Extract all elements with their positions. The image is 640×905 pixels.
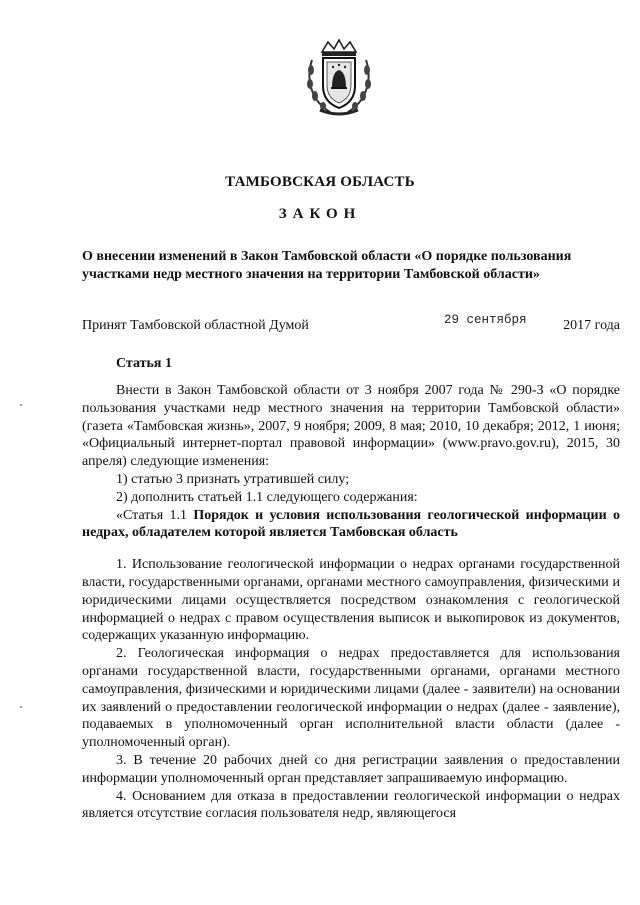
clause-paragraph: 1. Использование геологической информации о недрах органами государственной власти, государственными органами, органами местного самоуправления, физическими и юридическими лицами осуществляется посредством ознакомления с геологической информацией о недрах с правом осуществления выписок и выкопировок из документов, содержащих указанную информацию. [82,557,620,644]
clause-paragraph: 4. Основанием для отказа в предоставлении геологической информации о недрах является отсутствие согласия пользователя недр, являющегося [82,788,620,822]
list-item: 1) статью 3 признать утратившей силу; [116,471,350,487]
clause-paragraph: 2. Геологическая информация о недрах предоставляется для использования органами государственной власти, государственными органами, органами местного самоуправления, физическими и юридическими лицами (далее - заявители) на основании их заявлений о предоставлении геологической информации о недрах (далее - заявление), подаваемых в уполномоченный орган исполнительной власти области (далее - уполномоченный орган). [82,646,620,751]
article-heading: Статья 1 [116,356,172,371]
adoption-date: 29 сентября [444,313,527,327]
new-article-heading [82,507,620,543]
intro-paragraph: Внести в Закон Тамбовской области от 3 ноября 2007 года № 290-З «О порядке пользования участками недр местного значения на территории Тамбовской области» (газета «Тамбовская жизнь», 2007, 9 ноября; 2009, 8 мая; 2010, 10 декабря; 2012, 1 июня; «Официальный интернет-портал правовой информации» (www.pravo.gov.ru), 2015, 30 апреля) следующие изменения: [82,383,620,470]
article-body [82,382,620,823]
law-subject: О внесении изменений в Закон Тамбовской области «О порядке пользования участками недр местного значения на территории Тамбовской области» [82,249,572,282]
adoption-label: Принят Тамбовской областной Думой [82,318,309,333]
adoption-year: 2017 года [563,318,620,333]
list-item: 2) дополнить статьей 1.1 следующего содержания: [116,489,418,505]
scan-dot [20,404,22,406]
adoption-line [82,313,620,336]
scan-dot [20,706,22,708]
new-article-title: Порядок и условия использования геологической информации о недрах, обладателем которой является Тамбовская область [82,507,620,541]
document-type: ЗАКОН [278,206,362,222]
clause-paragraph: 3. В течение 20 рабочих дней со дня регистрации заявления о предоставлении информации уполномоченный орган представляет запрашиваемую информацию. [82,752,620,786]
new-article-prefix: «Статья 1.1 [116,507,194,523]
tambov-coat-of-arms-icon [300,38,378,118]
region-title: ТАМБОВСКАЯ ОБЛАСТЬ [225,174,415,190]
